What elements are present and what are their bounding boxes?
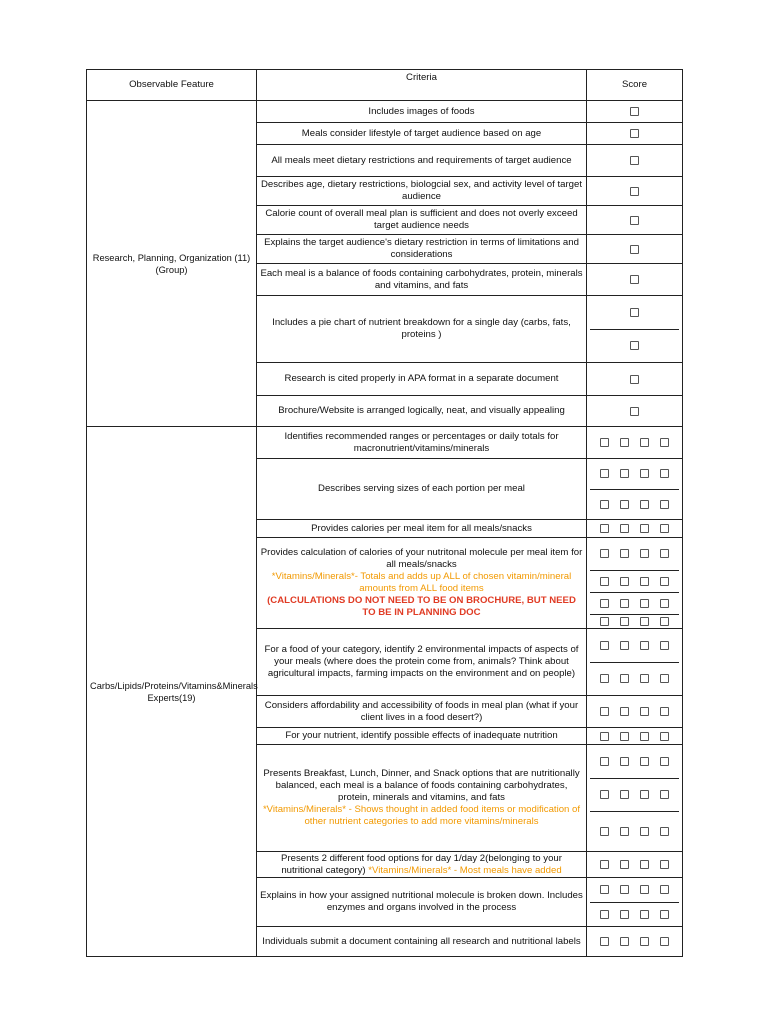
score-checkbox[interactable] bbox=[620, 549, 629, 558]
score-checkbox[interactable] bbox=[620, 860, 629, 869]
score-checkbox[interactable] bbox=[620, 641, 629, 650]
score-cell bbox=[587, 459, 683, 520]
score-checkbox[interactable] bbox=[660, 732, 669, 741]
score-checkbox[interactable] bbox=[640, 757, 649, 766]
score-checkbox[interactable] bbox=[620, 790, 629, 799]
criteria-text: Provides calculation of calories of your nutritonal molecule per meal item for all meals/snacks bbox=[260, 547, 583, 570]
score-checkbox[interactable] bbox=[640, 549, 649, 558]
score-checkbox[interactable] bbox=[640, 617, 649, 626]
score-checkbox[interactable] bbox=[660, 577, 669, 586]
score-cell bbox=[587, 852, 683, 878]
score-checkbox[interactable] bbox=[600, 469, 609, 478]
score-checkbox[interactable] bbox=[620, 617, 629, 626]
score-checkbox[interactable] bbox=[640, 577, 649, 586]
score-checkbox[interactable] bbox=[620, 674, 629, 683]
score-checkbox[interactable] bbox=[600, 910, 609, 919]
criteria-cell: Describes serving sizes of each portion per meal bbox=[257, 459, 587, 520]
score-checkbox[interactable] bbox=[660, 707, 669, 716]
criteria-cell bbox=[257, 745, 587, 852]
criteria-cell bbox=[257, 852, 587, 878]
score-checkbox[interactable] bbox=[630, 245, 639, 254]
score-checkbox[interactable] bbox=[630, 407, 639, 416]
criteria-cell: Meals consider lifestyle of target audience based on age bbox=[257, 123, 587, 145]
criteria-cell: For a food of your category, identify 2 environmental impacts of aspects of your meals (where does the protein come from, animals? Think about agricultural impacts, farming impacts on the environment and on people) bbox=[257, 629, 587, 696]
criteria-note-vitamins: *Vitamins/Minerals*- Totals and adds up ALL of chosen vitamin/mineral amounts from ALL food items bbox=[271, 571, 572, 594]
score-checkbox[interactable] bbox=[620, 937, 629, 946]
score-checkbox[interactable] bbox=[630, 107, 639, 116]
score-checkbox[interactable] bbox=[640, 500, 649, 509]
header-row bbox=[87, 70, 683, 101]
criteria-cell bbox=[257, 538, 587, 629]
score-checkbox[interactable] bbox=[660, 910, 669, 919]
score-checkbox[interactable] bbox=[600, 617, 609, 626]
score-checkbox[interactable] bbox=[600, 860, 609, 869]
score-checkbox[interactable] bbox=[600, 500, 609, 509]
score-checkbox[interactable] bbox=[630, 275, 639, 284]
criteria-cell: Includes images of foods bbox=[257, 101, 587, 123]
score-cell bbox=[587, 296, 683, 363]
score-cell bbox=[587, 696, 683, 728]
score-checkbox[interactable] bbox=[660, 617, 669, 626]
score-checkbox[interactable] bbox=[640, 860, 649, 869]
score-checkbox[interactable] bbox=[660, 438, 669, 447]
score-cell bbox=[587, 206, 683, 235]
score-cell bbox=[587, 927, 683, 957]
criteria-note-calculations: (CALCULATIONS DO NOT NEED TO BE ON BROCHURE, BUT NEED TO BE IN PLANNING DOC bbox=[267, 595, 576, 618]
score-cell bbox=[587, 629, 683, 696]
table-row bbox=[87, 101, 683, 123]
score-checkbox[interactable] bbox=[600, 827, 609, 836]
score-checkbox[interactable] bbox=[640, 937, 649, 946]
score-checkbox[interactable] bbox=[620, 910, 629, 919]
score-checkbox[interactable] bbox=[620, 500, 629, 509]
header-score: Score bbox=[587, 70, 683, 101]
score-cell bbox=[587, 538, 683, 629]
score-checkbox[interactable] bbox=[600, 641, 609, 650]
score-checkbox[interactable] bbox=[660, 549, 669, 558]
score-checkbox[interactable] bbox=[620, 577, 629, 586]
score-checkbox[interactable] bbox=[600, 707, 609, 716]
score-cell bbox=[587, 177, 683, 206]
score-checkbox[interactable] bbox=[620, 438, 629, 447]
score-checkbox[interactable] bbox=[660, 641, 669, 650]
score-checkbox[interactable] bbox=[660, 827, 669, 836]
score-checkbox[interactable] bbox=[640, 885, 649, 894]
score-checkbox[interactable] bbox=[620, 827, 629, 836]
score-checkbox[interactable] bbox=[600, 549, 609, 558]
score-checkbox[interactable] bbox=[660, 790, 669, 799]
score-checkbox[interactable] bbox=[660, 757, 669, 766]
score-checkbox[interactable] bbox=[660, 937, 669, 946]
criteria-cell: Each meal is a balance of foods containing carbohydrates, protein, minerals and vitamins, and fats bbox=[257, 264, 587, 296]
score-cell bbox=[587, 427, 683, 459]
header-criteria: Criteria bbox=[257, 70, 587, 101]
table-row bbox=[87, 427, 683, 459]
criteria-note-vitamins: *Vitamins/Minerals* - Most meals have added bbox=[368, 864, 562, 876]
score-checkbox[interactable] bbox=[630, 129, 639, 138]
score-checkbox[interactable] bbox=[600, 732, 609, 741]
score-checkbox[interactable] bbox=[660, 469, 669, 478]
score-checkbox[interactable] bbox=[660, 599, 669, 608]
score-checkbox[interactable] bbox=[630, 375, 639, 384]
feature-research-planning: Research, Planning, Organization (11) (Group) bbox=[87, 101, 257, 427]
score-checkbox[interactable] bbox=[660, 885, 669, 894]
score-checkbox[interactable] bbox=[660, 524, 669, 533]
score-checkbox[interactable] bbox=[640, 599, 649, 608]
score-checkbox[interactable] bbox=[630, 308, 639, 317]
score-checkbox[interactable] bbox=[630, 156, 639, 165]
score-checkbox[interactable] bbox=[600, 577, 609, 586]
criteria-cell: Research is cited properly in APA format in a separate document bbox=[257, 363, 587, 396]
score-cell bbox=[587, 123, 683, 145]
score-cell bbox=[587, 235, 683, 264]
score-checkbox[interactable] bbox=[640, 732, 649, 741]
score-checkbox[interactable] bbox=[620, 469, 629, 478]
score-checkbox[interactable] bbox=[640, 910, 649, 919]
header-feature: Observable Feature bbox=[87, 70, 257, 101]
score-checkbox[interactable] bbox=[600, 790, 609, 799]
score-checkbox[interactable] bbox=[620, 524, 629, 533]
score-checkbox[interactable] bbox=[620, 707, 629, 716]
score-checkbox[interactable] bbox=[640, 707, 649, 716]
criteria-cell: Explains the target audience's dietary restriction in terms of limitations and considerations bbox=[257, 235, 587, 264]
score-cell bbox=[587, 101, 683, 123]
criteria-cell: Calorie count of overall meal plan is sufficient and does not overly exceed target audience needs bbox=[257, 206, 587, 235]
criteria-text: Presents 2 different food options for day 1/day 2(belonging to your nutritional category) bbox=[281, 852, 562, 876]
score-checkbox[interactable] bbox=[600, 674, 609, 683]
score-cell bbox=[587, 745, 683, 852]
feature-nutrient-experts: Carbs/Lipids/Proteins/Vitamins&Minerals Experts(19) bbox=[87, 427, 257, 957]
score-checkbox[interactable] bbox=[600, 937, 609, 946]
score-checkbox[interactable] bbox=[620, 757, 629, 766]
score-checkbox[interactable] bbox=[620, 885, 629, 894]
criteria-cell: Considers affordability and accessibility of foods in meal plan (what if your client lives in a food desert?) bbox=[257, 696, 587, 728]
score-checkbox[interactable] bbox=[640, 524, 649, 533]
criteria-cell: For your nutrient, identify possible effects of inadequate nutrition bbox=[257, 728, 587, 745]
score-checkbox[interactable] bbox=[630, 187, 639, 196]
score-checkbox[interactable] bbox=[620, 732, 629, 741]
score-checkbox[interactable] bbox=[630, 216, 639, 225]
score-checkbox[interactable] bbox=[600, 438, 609, 447]
criteria-cell: Includes a pie chart of nutrient breakdown for a single day (carbs, fats, proteins ) bbox=[257, 296, 587, 363]
criteria-cell: Describes age, dietary restrictions, biologcial sex, and activity level of target audience bbox=[257, 177, 587, 206]
criteria-cell: Brochure/Website is arranged logically, neat, and visually appealing bbox=[257, 396, 587, 427]
criteria-text: Presents Breakfast, Lunch, Dinner, and Snack options that are nutritionally balanced, each meal is a balance of foods containing carbohydrates, protein, minerals and vitamins, and fats bbox=[263, 768, 580, 803]
score-checkbox[interactable] bbox=[600, 599, 609, 608]
criteria-cell: Individuals submit a document containing all research and nutritional labels bbox=[257, 927, 587, 957]
score-checkbox[interactable] bbox=[640, 438, 649, 447]
score-checkbox[interactable] bbox=[640, 674, 649, 683]
score-checkbox[interactable] bbox=[630, 341, 639, 350]
score-checkbox[interactable] bbox=[600, 885, 609, 894]
criteria-note-vitamins: *Vitamins/Minerals* - Shows thought in added food items or modification of other nutrient categories to add more vitamins/minerals bbox=[262, 804, 581, 827]
score-cell bbox=[587, 520, 683, 538]
score-cell bbox=[587, 145, 683, 177]
score-checkbox[interactable] bbox=[600, 524, 609, 533]
score-checkbox[interactable] bbox=[660, 674, 669, 683]
rubric-table bbox=[86, 69, 683, 957]
score-cell bbox=[587, 878, 683, 927]
score-checkbox[interactable] bbox=[620, 599, 629, 608]
score-cell bbox=[587, 396, 683, 427]
score-checkbox[interactable] bbox=[600, 757, 609, 766]
score-checkbox[interactable] bbox=[640, 641, 649, 650]
score-checkbox[interactable] bbox=[660, 500, 669, 509]
score-cell bbox=[587, 363, 683, 396]
score-cell bbox=[587, 728, 683, 745]
criteria-cell: Provides calories per meal item for all meals/snacks bbox=[257, 520, 587, 538]
score-checkbox[interactable] bbox=[640, 469, 649, 478]
score-cell bbox=[587, 264, 683, 296]
score-checkbox[interactable] bbox=[660, 860, 669, 869]
criteria-cell: All meals meet dietary restrictions and requirements of target audience bbox=[257, 145, 587, 177]
score-checkbox[interactable] bbox=[640, 827, 649, 836]
criteria-cell: Explains in how your assigned nutritional molecule is broken down. Includes enzymes and organs involved in the process bbox=[257, 878, 587, 927]
score-checkbox[interactable] bbox=[640, 790, 649, 799]
criteria-cell: Identifies recommended ranges or percentages or daily totals for macronutrient/vitamins/minerals bbox=[257, 427, 587, 459]
